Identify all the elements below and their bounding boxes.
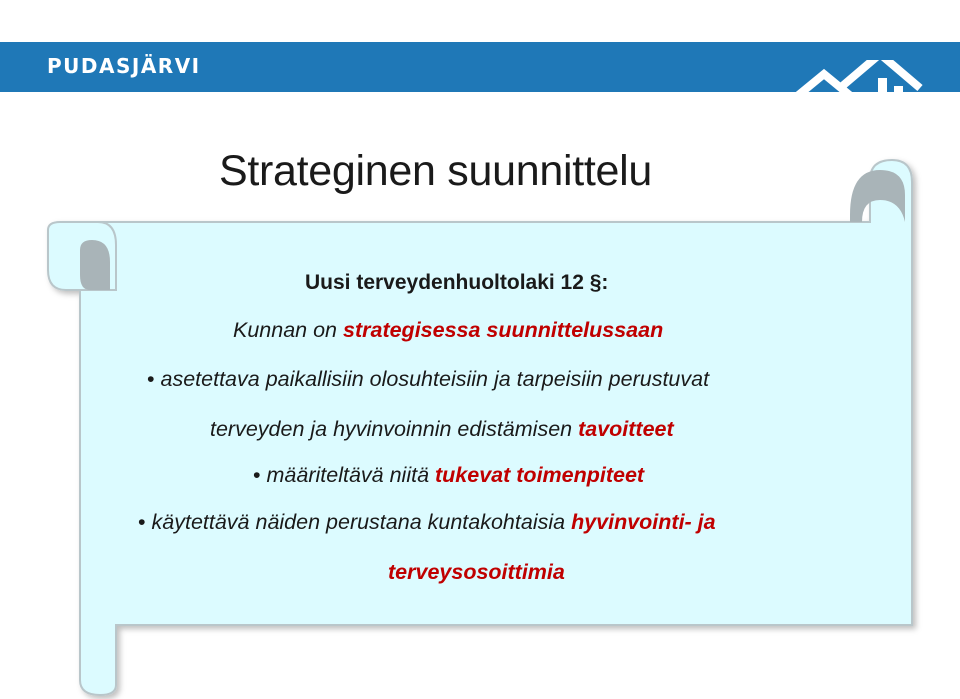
bullet-3-emphasis: hyvinvointi- ja xyxy=(571,510,716,534)
bullet-2-text: määriteltävä niitä xyxy=(266,463,436,487)
slide-title: Strateginen suunnittelu xyxy=(219,147,652,195)
bullet-item-1-continuation xyxy=(210,419,674,441)
bullet-marker: • xyxy=(138,510,146,534)
bullet-marker: • xyxy=(147,367,155,391)
bullet-3-text: käytettävä näiden perustana kuntakohtaisia xyxy=(151,510,572,534)
closing-line: terveysosoittimia xyxy=(388,560,565,584)
municipality-line xyxy=(233,320,663,342)
municipality-emphasis: strategisessa suunnittelussaan xyxy=(343,318,664,342)
bullet-2-emphasis: tukevat toimenpiteet xyxy=(435,463,645,487)
bullet-marker: • xyxy=(253,463,261,487)
bullet-1-emphasis: tavoitteet xyxy=(578,417,674,441)
bullet-item-1 xyxy=(147,369,709,391)
bullet-item-2 xyxy=(253,465,644,487)
municipality-prefix: Kunnan on xyxy=(233,318,343,342)
bullet-item-3 xyxy=(138,512,716,534)
bullet-1-continuation-text: terveyden ja hyvinvoinnin edistämisen xyxy=(210,417,579,441)
bullet-1-text: asetettava paikallisiin olosuhteisiin ja tarpeisiin perustuvat xyxy=(160,367,710,391)
brand-logo: PUDASJÄRVI xyxy=(47,54,201,78)
law-heading: Uusi terveydenhuoltolaki 12 §: xyxy=(305,271,609,294)
